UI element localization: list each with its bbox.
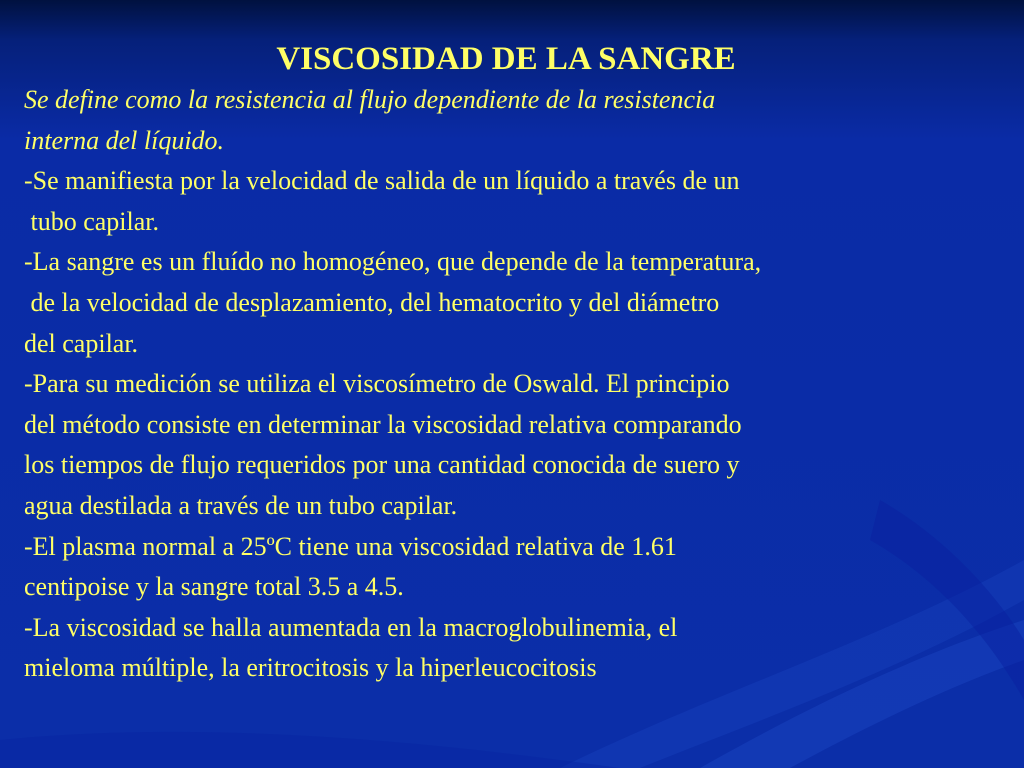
text-line-3: -Se manifiesta por la velocidad de salida de un líquido a través de un: [24, 166, 740, 196]
text-line-1: Se define como la resistencia al flujo dependiente de la resistencia: [24, 85, 716, 114]
text-line-10: los tiempos de flujo requeridos por una cantidad conocida de suero y: [24, 450, 740, 480]
text-line-7: del capilar.: [24, 328, 139, 358]
text-line-12: -El plasma normal a 25ºC tiene una viscosidad relativa de 1.61: [24, 531, 677, 561]
text-line-5: -La sangre es un fluído no homogéneo, que depende de la temperatura,: [24, 247, 762, 277]
text-line-9: del método consiste en determinar la viscosidad relativa comparando: [24, 409, 742, 439]
text-line-11: agua destilada a través de un tubo capilar.: [24, 490, 458, 520]
text-line-6: de la velocidad de desplazamiento, del hematocrito y del diámetro: [24, 287, 720, 317]
text-line-14: -La viscosidad se halla aumentada en la macroglobulinemia, el: [24, 612, 678, 642]
text-line-15: mieloma múltiple, la eritrocitosis y la hiperleucocitosis: [24, 653, 597, 683]
slide-content: [24, 38, 1004, 689]
slide-title: VISCOSIDAD DE LA SANGRE: [276, 41, 736, 77]
text-line-8: -Para su medición se utiliza el viscosímetro de Oswald. El principio: [24, 369, 730, 399]
text-line-4: tubo capilar.: [24, 206, 160, 236]
text-line-2: interna del líquido.: [24, 125, 225, 155]
text-line-13: centipoise y la sangre total 3.5 a 4.5.: [24, 572, 404, 602]
